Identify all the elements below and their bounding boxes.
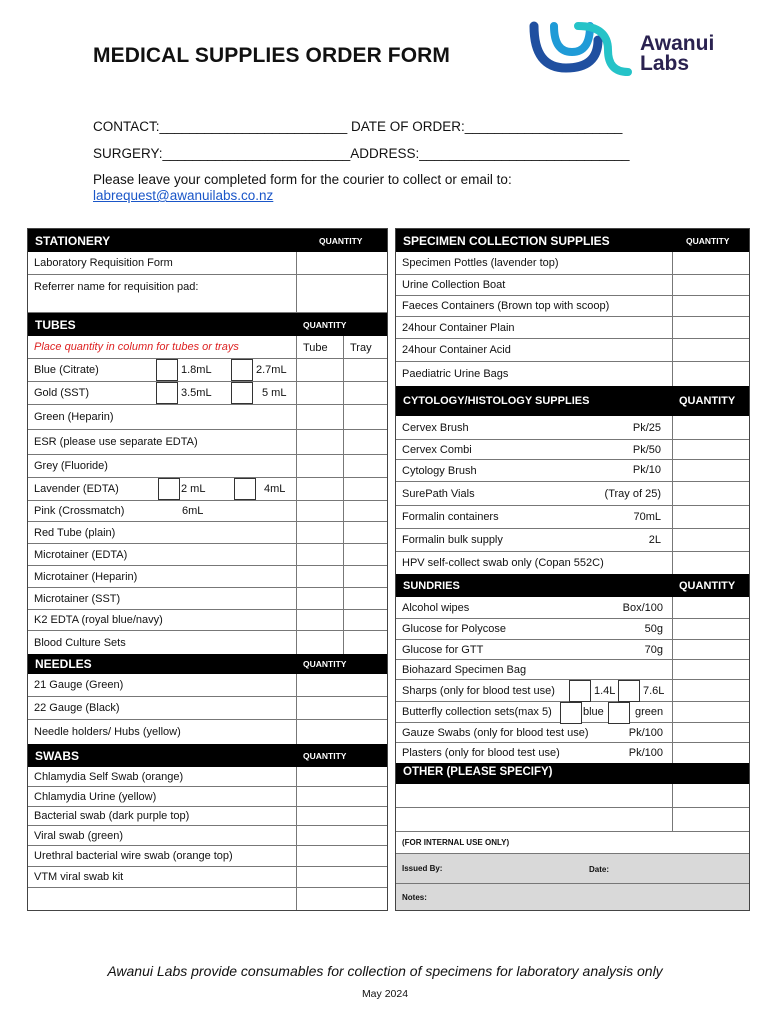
tube-qty-cell[interactable] [296,588,343,609]
table-row: Pink (Crossmatch) 6mL [28,501,387,522]
table-row: Blue (Citrate) 1.8mL 2.7mL [28,359,387,382]
table-row: Chlamydia Urine (yellow) [28,787,387,807]
tray-qty-cell[interactable] [343,610,387,630]
qty-cell[interactable] [672,702,749,722]
qty-cell[interactable] [672,460,749,481]
cytology-header [396,386,749,416]
other-title: OTHER (PLEASE SPECIFY) [403,766,553,778]
table-row: 22 Gauge (Black) [28,697,387,720]
needles-qty-header: QUANTITY [303,659,347,669]
qty-cell[interactable] [672,784,749,807]
table-row: ESR (please use separate EDTA) [28,430,387,455]
qty-cell[interactable] [672,597,749,618]
table-row: 24hour Container Plain [396,317,749,339]
tray-qty-cell[interactable] [343,501,387,521]
sundries-header [396,574,749,597]
qty-cell[interactable] [672,680,749,701]
table-row: Glucose for GTT 70g [396,640,749,660]
tray-qty-cell[interactable] [343,359,387,381]
checkbox[interactable] [560,702,582,724]
qty-cell[interactable] [296,867,387,887]
qty-cell[interactable] [296,720,387,744]
tray-col-header: Tray [343,336,387,358]
tubes-title: TUBES [35,317,76,332]
table-row: Green (Heparin) [28,405,387,430]
qty-cell[interactable] [672,482,749,505]
tube-qty-cell[interactable] [296,382,343,404]
checkbox[interactable] [569,680,591,702]
table-row: Blood Culture Sets [28,631,387,654]
qty-cell[interactable] [672,339,749,361]
qty-cell[interactable] [672,552,749,574]
checkbox[interactable] [156,359,178,381]
tube-qty-cell[interactable] [296,631,343,654]
stationery-qty-header: QUANTITY [319,235,363,246]
checkbox[interactable] [618,680,640,702]
table-row: Glucose for Polycose 50g [396,619,749,640]
email-link[interactable]: labrequest@awanuilabs.co.nz [93,188,274,203]
table-row [396,808,749,832]
table-row: Chlamydia Self Swab (orange) [28,767,387,787]
tray-qty-cell[interactable] [343,544,387,565]
table-row: Sharps (only for blood test use) 1.4L 7.6L [396,680,749,702]
qty-cell[interactable] [672,619,749,639]
tubes-qty-header: QUANTITY [303,319,347,330]
qty-cell[interactable] [296,767,387,786]
qty-cell[interactable] [672,296,749,316]
qty-cell[interactable] [296,807,387,825]
table-row: 24hour Container Acid [396,339,749,362]
checkbox[interactable] [156,382,178,404]
tray-qty-cell[interactable] [343,478,387,500]
table-row: Referrer name for requisition pad: [28,275,387,313]
footer-note: Awanui Labs provide consumables for collection of specimens for laboratory analysis only [107,963,663,979]
needles-header [28,654,387,674]
tube-qty-cell[interactable] [296,405,343,429]
surgery-address-line[interactable]: SURGERY:_________________________ADDRESS:____________________________ [93,146,630,161]
table-row: Microtainer (SST) [28,588,387,610]
table-row [28,888,387,910]
stationery-header [28,229,387,252]
tray-qty-cell[interactable] [343,405,387,429]
table-row: Grey (Fluoride) [28,455,387,478]
tube-qty-cell[interactable] [296,610,343,630]
qty-cell[interactable] [296,275,387,312]
qty-cell[interactable] [672,440,749,459]
swabs-header [28,744,387,767]
tube-qty-cell[interactable] [296,544,343,565]
qty-cell[interactable] [296,252,387,274]
specimen-qty-header: QUANTITY [686,235,730,246]
other-header [396,763,749,784]
table-row [396,784,749,808]
page-title: MEDICAL SUPPLIES ORDER FORM [93,44,451,67]
table-row: Plasters (only for blood test use) Pk/100 [396,743,749,763]
swabs-title: SWABS [35,748,80,763]
qty-cell[interactable] [672,506,749,528]
table-row: Microtainer (EDTA) [28,544,387,566]
table-row: 21 Gauge (Green) [28,674,387,697]
tube-qty-cell[interactable] [296,430,343,454]
qty-cell[interactable] [296,697,387,719]
cytology-title: CYTOLOGY/HISTOLOGY SUPPLIES [403,395,590,407]
internal-use-row: (FOR INTERNAL USE ONLY) [396,832,749,854]
qty-cell[interactable] [672,723,749,742]
table-row: Viral swab (green) [28,826,387,846]
table-row: Lavender (EDTA) 2 mL 4mL [28,478,387,501]
checkbox[interactable] [231,359,253,381]
table-row: Cervex Combi Pk/50 [396,440,749,460]
cytology-qty-header: QUANTITY [679,395,736,407]
qty-cell[interactable] [672,808,749,831]
notes-row: Notes: [396,884,749,910]
tray-qty-cell[interactable] [343,588,387,609]
tube-qty-cell[interactable] [296,359,343,381]
checkbox[interactable] [234,478,256,500]
tray-qty-cell[interactable] [343,566,387,587]
tray-qty-cell[interactable] [343,522,387,543]
qty-cell[interactable] [296,888,387,910]
tray-qty-cell[interactable] [343,631,387,654]
table-row: HPV self-collect swab only (Copan 552C) [396,552,749,574]
table-row [28,336,387,359]
table-row: Cervex Brush Pk/25 [396,416,749,440]
table-row: SurePath Vials (Tray of 25) [396,482,749,506]
qty-cell[interactable] [672,743,749,763]
table-row: Formalin bulk supply 2L [396,529,749,552]
checkbox[interactable] [231,382,253,404]
qty-cell[interactable] [672,275,749,295]
table-row: Red Tube (plain) [28,522,387,544]
qty-cell[interactable] [672,660,749,679]
tube-qty-cell[interactable] [296,566,343,587]
table-row: Microtainer (Heparin) [28,566,387,588]
table-row: Specimen Pottles (lavender top) [396,252,749,275]
tubes-instruction: Place quantity in column for tubes or trays [34,341,239,353]
logo-wordmark: Awanui Labs [640,32,715,75]
qty-cell[interactable] [672,362,749,386]
tube-qty-cell[interactable] [296,522,343,543]
table-row: Biohazard Specimen Bag [396,660,749,680]
table-row: Needle holders/ Hubs (yellow) [28,720,387,744]
tray-qty-cell[interactable] [343,382,387,404]
sundries-qty-header: QUANTITY [679,579,736,592]
table-row: Gauze Swabs (only for blood test use) Pk/100 [396,723,749,743]
specimen-title: SPECIMEN COLLECTION SUPPLIES [403,233,610,248]
specimen-header [396,229,749,252]
qty-cell[interactable] [296,787,387,806]
tube-qty-cell[interactable] [296,478,343,500]
qty-cell[interactable] [672,529,749,551]
sundries-title: SUNDRIES [403,579,460,592]
swabs-qty-header: QUANTITY [303,750,347,761]
table-row: Cytology Brush Pk/10 [396,460,749,482]
table-row: VTM viral swab kit [28,867,387,888]
table-row: Laboratory Requisition Form [28,252,387,275]
qty-cell[interactable] [672,640,749,659]
table-row: Butterfly collection sets(max 5) blue green [396,702,749,723]
footer-date: May 2024 [361,988,409,1000]
table-row: Bacterial swab (dark purple top) [28,807,387,826]
checkbox[interactable] [158,478,180,500]
tray-qty-cell[interactable] [343,455,387,477]
qty-cell[interactable] [672,416,749,439]
table-row: Formalin containers 70mL [396,506,749,529]
tubes-header [28,313,387,336]
table-row: Gold (SST) 3.5mL 5 mL [28,382,387,405]
tray-qty-cell[interactable] [343,430,387,454]
table-row: Alcohol wipes Box/100 [396,597,749,619]
left-table [27,228,388,911]
table-row: Faeces Containers (Brown top with scoop) [396,296,749,317]
checkbox[interactable] [608,702,630,724]
qty-cell[interactable] [296,826,387,845]
table-row: Urethral bacterial wire swab (orange top) [28,846,387,867]
qty-cell[interactable] [296,674,387,696]
issued-row: Issued By: Date: [396,854,749,884]
table-row: Paediatric Urine Bags [396,362,749,386]
instruction-text: Please leave your completed form for the courier to collect or email to: [93,172,512,187]
table-row: K2 EDTA (royal blue/navy) [28,610,387,631]
qty-cell[interactable] [672,252,749,274]
stationery-title: STATIONERY [35,233,111,248]
tube-qty-cell[interactable] [296,455,343,477]
tube-qty-cell[interactable] [296,501,343,521]
tube-col-header: Tube [296,336,343,358]
right-table [395,228,750,911]
qty-cell[interactable] [672,317,749,338]
table-row: Urine Collection Boat [396,275,749,296]
contact-date-line[interactable]: CONTACT:_________________________ DATE OF ORDER:_____________________ [93,119,623,134]
needles-title: NEEDLES [35,657,92,671]
qty-cell[interactable] [296,846,387,866]
